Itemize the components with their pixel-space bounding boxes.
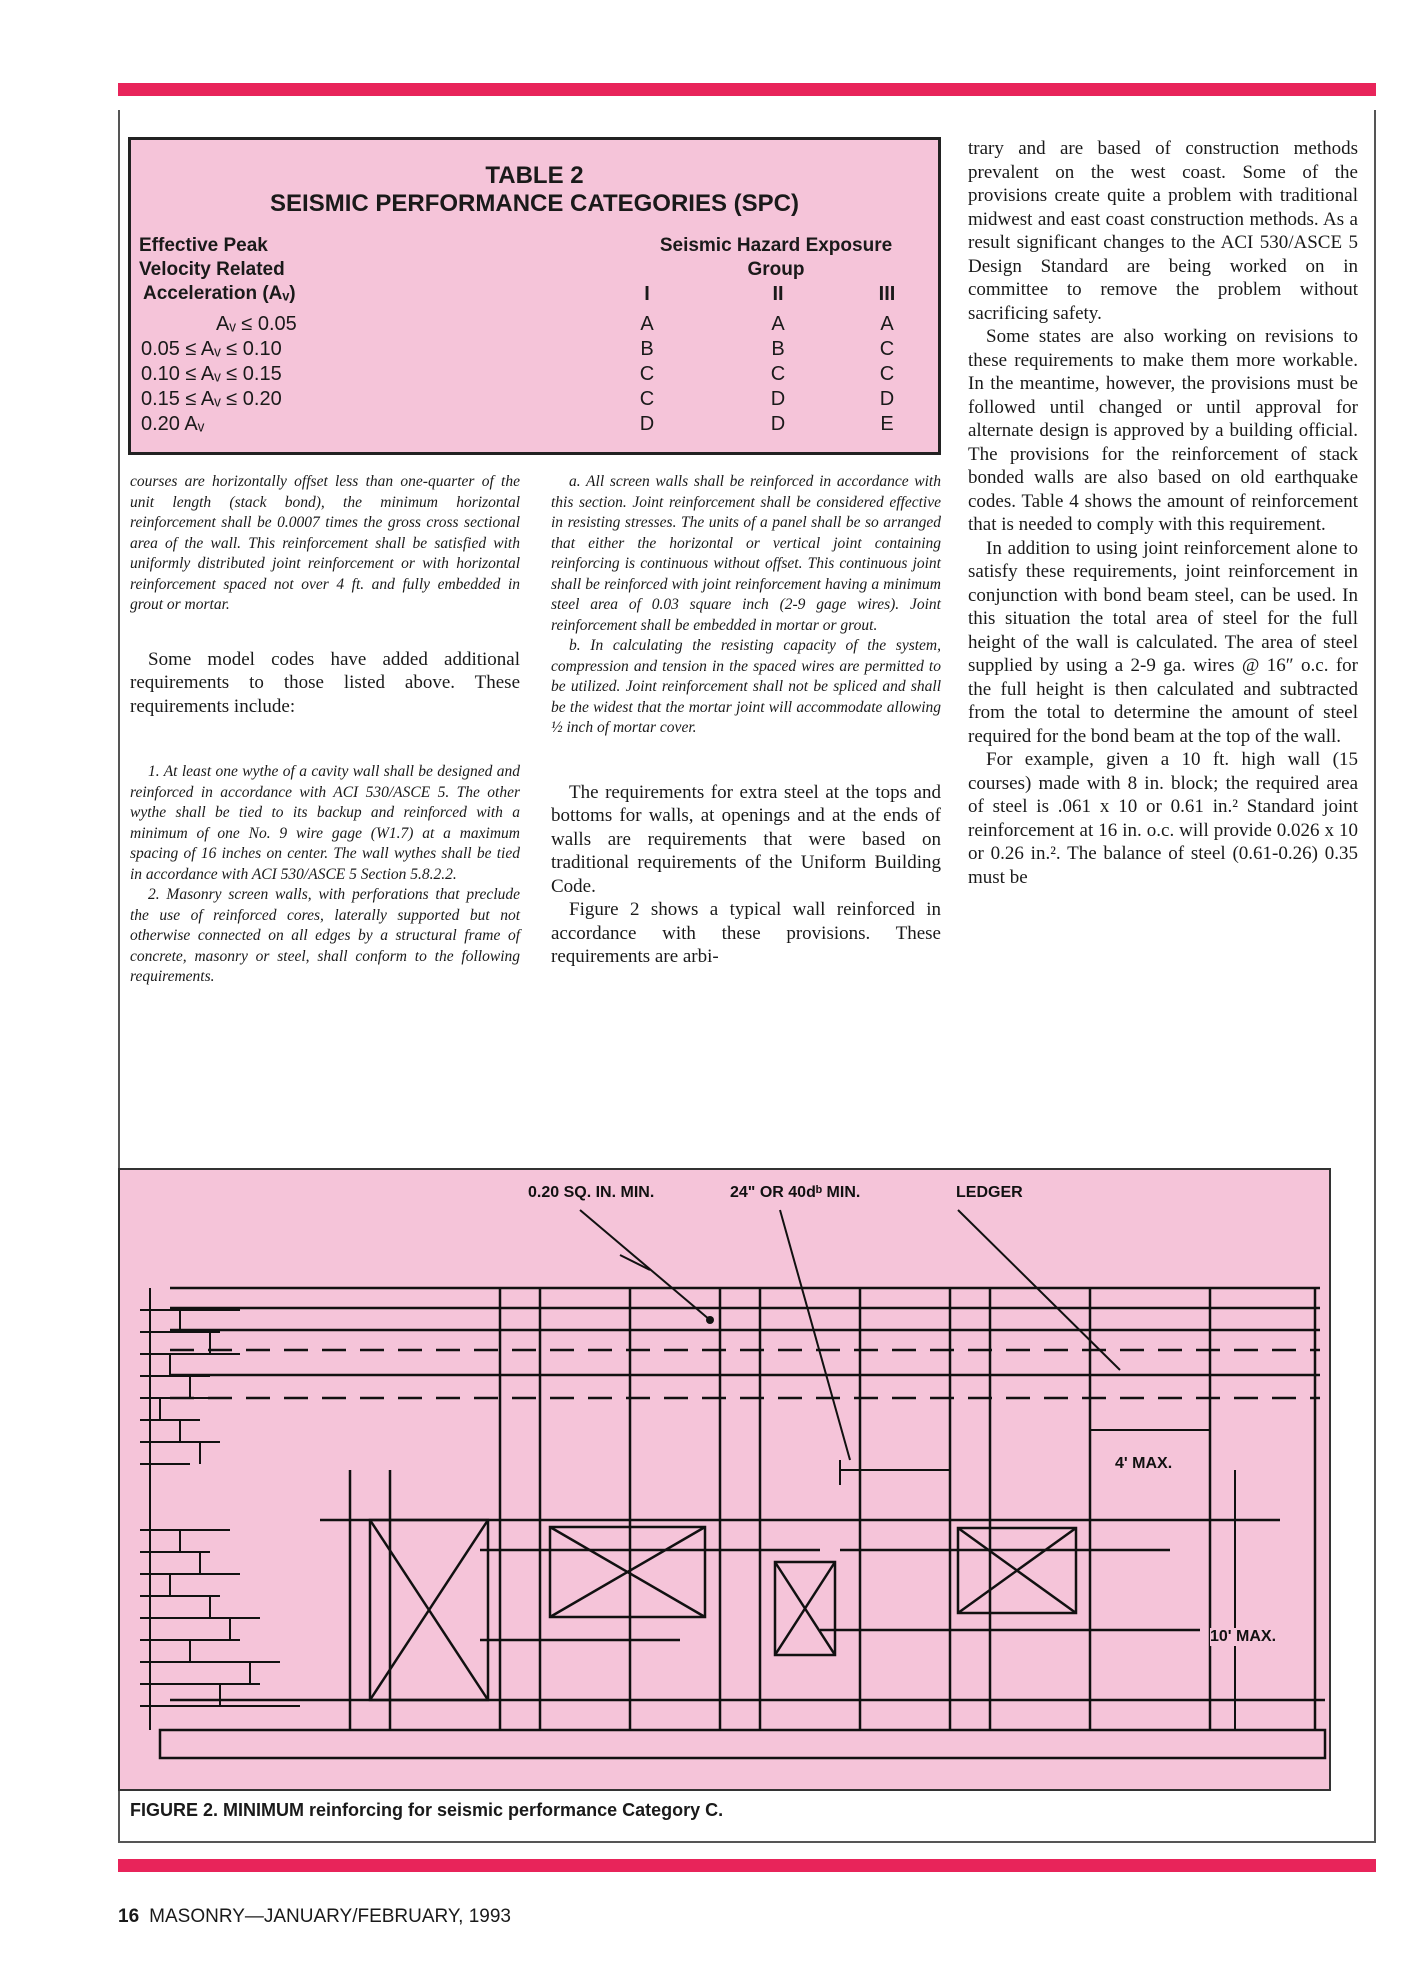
body-paragraph: Some model codes have added additional requirements to those listed above. These requirements include:	[130, 648, 520, 717]
body-paragraph: The requirements for extra steel at the tops and bottoms for walls, at openings and at the ends of walls are requirements that were based on traditional requirements of the Uniform Building Code.	[551, 781, 941, 897]
body-paragraph: Figure 2 shows a typical wall reinforced in accordance with these provisions. These requirements are arbi-	[551, 899, 941, 967]
table-cell: E	[880, 413, 894, 435]
table-cell: D	[770, 413, 786, 435]
height-label: 10' MAX.	[1210, 1628, 1277, 1645]
caption-rest: reinforcing for seismic performance Category C.	[304, 1800, 724, 1820]
page-number: 16	[118, 1906, 140, 1927]
table-cell: A	[771, 313, 785, 335]
row-label: Aᵥ ≤ 0.05	[216, 313, 297, 335]
wall-reinforcement-diagram	[120, 1170, 1329, 1789]
figure-caption	[130, 1800, 723, 1821]
row-label: 0.15 ≤ Aᵥ ≤ 0.20	[141, 388, 282, 410]
table-cell: C	[879, 363, 895, 385]
body-paragraph: In addition to using joint reinforcement alone to satisfy these requirements, joint reinforcement in conjunction with bond beam steel, can be used. In this situation the total area of steel for the full height of the wall is calculated. The area of steel supplied by using a 2-9 ga. wires @ 16″ o.c. for the full height is then calculated and subtracted from the total to determine the amount of steel required for the bond beam at the top of the wall.	[968, 537, 1358, 747]
row-label: 0.10 ≤ Aᵥ ≤ 0.15	[141, 363, 282, 385]
top-accent-rule	[118, 83, 1376, 96]
table-cell: B	[640, 338, 654, 360]
figure-2	[118, 1168, 1331, 1791]
column-1	[130, 472, 520, 988]
spacing-label: 4' MAX.	[1115, 1455, 1173, 1472]
code-item-2: 2. Masonry screen walls, with perforations that preclude the use of reinforced cores, laterally supported but not otherwise connected on all edges by a structural frame of concrete, masonry or steel, shall conform to the following requirements.	[130, 886, 520, 985]
code-quote: courses are horizontally offset less than one-quarter of the unit length (stack bond), the minimum horizontal reinforcement shall be 0.0007 times the gross cross sectional area of the wall. This reinforcement shall be satisfied with uniformly distributed joint reinforcement or with horizontal reinforcement spaced not over 4 ft. and fully embedded in grout or mortar.	[130, 473, 520, 613]
table-cell: D	[879, 388, 895, 410]
body-paragraph: Some states are also working on revisions to these requirements to make them more workable. In the meantime, however, the provisions must be followed until changed or until approval for alternate design is approved by a building official. The provisions for the reinforcement of stack bonded walls are also based on old earthquake codes. Table 4 shows the amount of reinforcement that is needed to comply with this requirement.	[968, 326, 1358, 535]
table-cell: A	[640, 313, 654, 335]
bottom-accent-rule	[118, 1859, 1376, 1872]
code-item-a: a. All screen walls shall be reinforced in accordance with this section. Joint reinforcement shall be considered effective in resisting stresses. The units of a panel shall be so arranged that either the horizontal or vertical joint containing reinforcing is continuous without offset. This continuous joint shall be reinforced with joint reinforcement having a minimum steel area of 0.03 square inch (2-9 gage wires). Joint reinforcement shall be embedded in mortar or grout.	[551, 473, 941, 634]
page-footer	[118, 1906, 511, 1928]
publication-line: MASONRY—JANUARY/FEBRUARY, 1993	[149, 1906, 511, 1927]
table-right-header: Seismic Hazard Exposure Group	[659, 235, 893, 280]
row-label: 0.20 Aᵥ	[141, 413, 205, 435]
seismic-table	[128, 137, 941, 455]
caption-strong: FIGURE 2. MINIMUM	[130, 1800, 304, 1820]
table-cell: C	[639, 363, 655, 385]
table-cell: D	[770, 388, 786, 410]
table-cell: A	[880, 313, 894, 335]
table-cell: C	[879, 338, 895, 360]
group-header-1: I	[644, 283, 650, 305]
table-cell: C	[639, 388, 655, 410]
table-left-header: Effective Peak Velocity Related Acceleration (Aᵥ)	[139, 235, 296, 304]
table-title-line1: TABLE 2	[485, 162, 584, 189]
table-cell: C	[770, 363, 786, 385]
code-item-b: b. In calculating the resisting capacity of the system, compression and tension in the spaced wires are permitted to be utilized. Joint reinforcement shall not be spliced and shall be the widest that the mortar joint will accommodate allowing ½ inch of mortar cover.	[551, 637, 941, 736]
column-3	[968, 137, 1358, 889]
table-title-line2: SEISMIC PERFORMANCE CATEGORIES (SPC)	[270, 190, 799, 217]
lap-length-label: 24" OR 40dᵇ MIN.	[730, 1184, 861, 1201]
group-header-2: II	[772, 283, 784, 305]
group-header-3: III	[878, 283, 896, 305]
column-2	[551, 472, 941, 969]
body-paragraph: For example, given a 10 ft. high wall (15 courses) made with 8 in. block; the required area of steel is .061 x 10 or 0.61 in.² Standard joint reinforcement at 16 in. o.c. will provide 0.026 x 10 or 0.26 in.². The balance of steel (0.61-0.26) 0.35 must be	[968, 749, 1358, 888]
code-item-1: 1. At least one wythe of a cavity wall shall be designed and reinforced in accordance with ACI 530/ASCE 5. The other wythe shall be tied to its backup and reinforced with a minimum of one No. 9 wire gage (W1.7) at a maximum spacing of 16 inches on center. The wall wythes shall be tied in accordance with ACI 530/ASCE 5 Section 5.8.2.2.	[130, 763, 520, 883]
ledger-label: LEDGER	[956, 1184, 1023, 1201]
area-label: 0.20 SQ. IN. MIN.	[528, 1184, 655, 1201]
body-paragraph: trary and are based of construction methods prevalent on the west coast. Some of the provisions create quite a problem with traditional midwest and east coast construction methods. As a result significant changes to the ACI 530/ASCE 5 Design Standard are being worked on in committee to remove the problem without sacrificing safety.	[968, 138, 1358, 324]
table-cell: D	[639, 413, 655, 435]
row-label: 0.05 ≤ Aᵥ ≤ 0.10	[141, 338, 282, 360]
table-cell: B	[771, 338, 785, 360]
